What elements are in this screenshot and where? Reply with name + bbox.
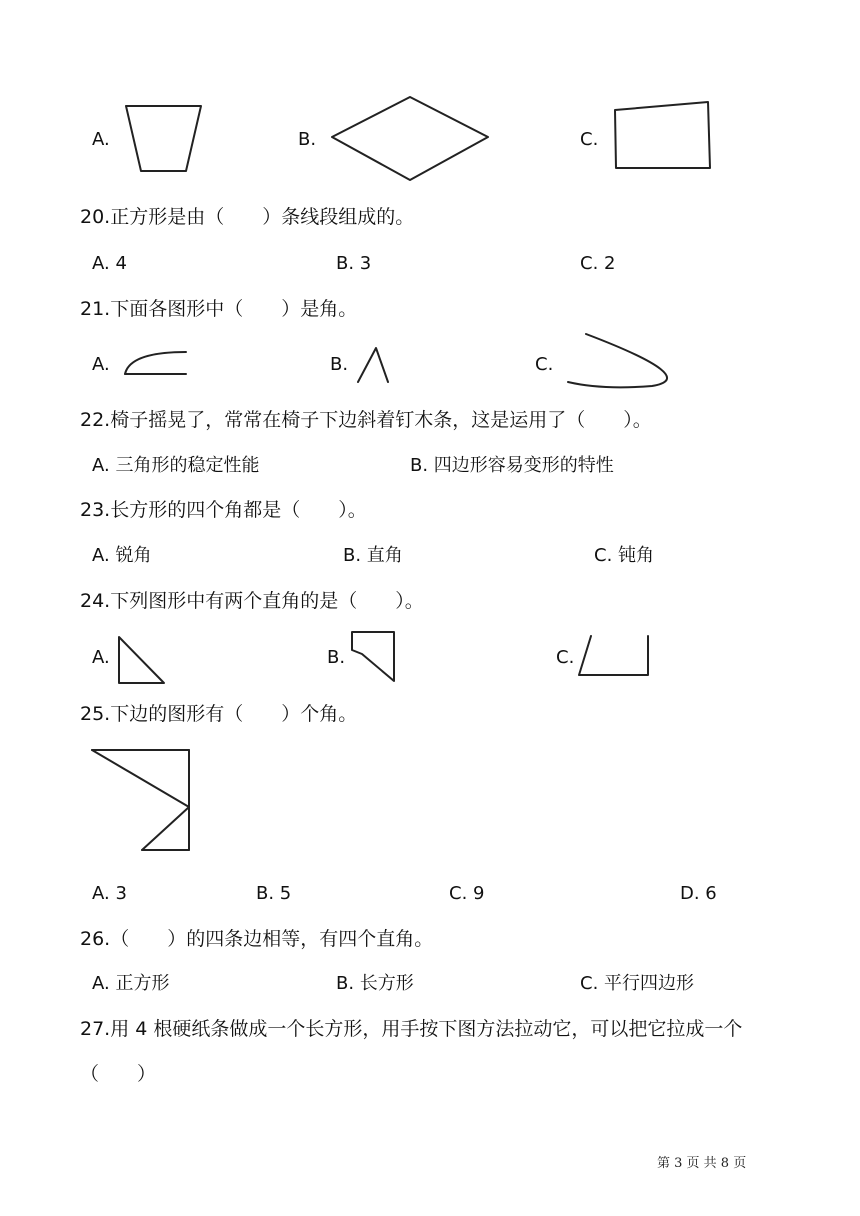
q26-option-b: B. 长方形 [336,973,414,994]
question-22-stem: 22.椅子摇晃了，常常在椅子下边斜着钉木条，这是运用了（ ）。 [80,409,652,431]
right-triangle-icon [114,632,170,688]
right-trapezoid-icon [348,628,400,686]
q21-option-c-label: C. [535,354,554,375]
page-number: 第 3 页 共 8 页 [657,1156,747,1171]
q25-option-b: B. 5 [256,883,292,904]
q25-option-c: C. 9 [449,883,485,904]
q24-option-a-label: A. [92,647,110,668]
question-25-stem: 25.下边的图形有（ ）个角。 [80,703,358,725]
question-27-stem: 27.用 4 根硬纸条做成一个长方形，用手按下图方法拉动它，可以把它拉成一个 [80,1018,743,1040]
q22-option-a: A. 三角形的稳定性能 [92,455,260,476]
q24-option-b-label: B. [327,647,346,668]
question-20-stem: 20.正方形是由（ ）条线段组成的。 [80,206,415,228]
q20-option-c: C. 2 [580,253,616,274]
quadrilateral-icon [608,98,718,176]
q20-option-a: A. 4 [92,253,127,274]
q24-option-c-label: C. [556,647,575,668]
composite-figure-icon [86,744,196,856]
question-24-stem: 24.下列图形中有两个直角的是（ ）。 [80,590,424,612]
question-21-stem: 21.下面各图形中（ ）是角。 [80,298,358,320]
rhombus-icon [328,94,492,184]
q20-option-b: B. 3 [336,253,372,274]
question-27-stem-continued: （ ） [80,1063,157,1085]
curved-angle-icon [562,330,666,392]
q23-option-a: A. 锐角 [92,545,152,566]
q23-option-b: B. 直角 [343,545,403,566]
q23-option-c: C. 钝角 [594,545,655,566]
q26-option-a: A. 正方形 [92,973,170,994]
q21-option-b-label: B. [330,354,349,375]
q22-option-b: B. 四边形容易变形的特性 [410,455,614,476]
trapezoid-icon [120,100,210,180]
q19-option-c-label: C. [580,129,599,150]
q19-option-a-label: A. [92,129,110,150]
question-23-stem: 23.长方形的四个角都是（ ）。 [80,499,367,521]
q25-option-a: A. 3 [92,883,127,904]
q25-option-d: D. 6 [680,883,717,904]
open-quadrilateral-icon [574,632,656,680]
q26-option-c: C. 平行四边形 [580,973,695,994]
curved-figure-icon [120,346,192,380]
q21-option-a-label: A. [92,354,110,375]
question-26-stem: 26.（ ）的四条边相等，有四个直角。 [80,928,434,950]
q19-option-b-label: B. [298,129,317,150]
angle-icon [354,342,394,386]
